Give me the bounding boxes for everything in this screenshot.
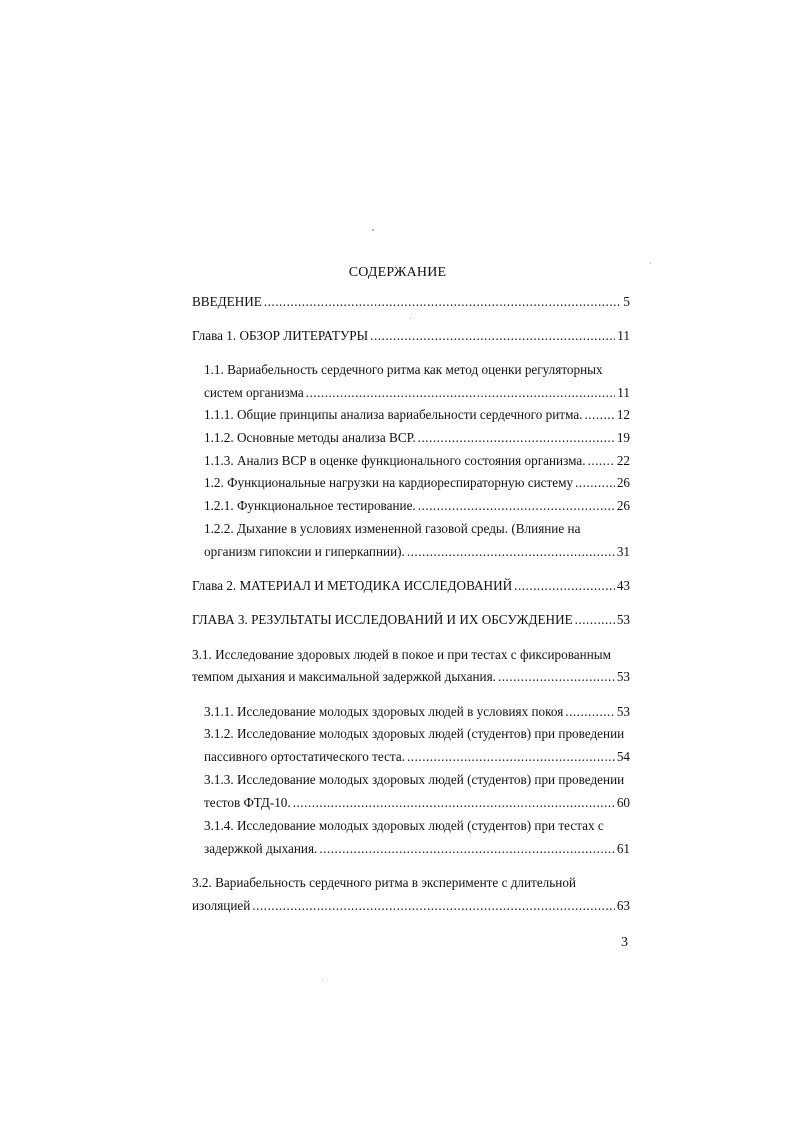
scan-speck	[410, 318, 411, 319]
toc-entry-text: 1.2.1. Функциональное тестирование.	[204, 498, 416, 513]
toc-entry-page: 54	[616, 749, 630, 764]
toc-entry-text: 1.1.3. Анализ ВСР в оценке функционального состояния организма.	[204, 453, 586, 468]
toc-entry-page: 53	[616, 612, 630, 627]
toc-leader-dots	[306, 385, 616, 401]
toc-entry-3-1-4	[204, 841, 630, 857]
toc-leader-dots	[565, 704, 615, 720]
toc-entry-text: Глава 1. ОБЗОР ЛИТЕРАТУРЫ	[192, 328, 369, 343]
toc-leader-dots	[418, 430, 615, 446]
toc-leader-dots	[418, 498, 615, 514]
toc-entry-1-1-2	[204, 430, 630, 446]
toc-entry-1-1-line1: 1.1. Вариабельность сердечного ритма как метод оценки регуляторных	[204, 362, 603, 377]
toc-leader-dots	[514, 578, 615, 594]
toc-entry-page: 5	[623, 294, 630, 309]
toc-entry-3-2	[192, 898, 630, 914]
toc-entry-3-1-3-line1: 3.1.3. Исследование молодых здоровых людей (студентов) при проведении	[204, 772, 625, 787]
toc-entry-page: 53	[616, 704, 630, 719]
toc-entry-1-1-3	[204, 453, 630, 469]
toc-entry-1-2-2-line1: 1.2.2. Дыхание в условиях измененной газовой среды. (Влияние на	[204, 521, 581, 536]
toc-entry-text: ГЛАВА 3. РЕЗУЛЬТАТЫ ИССЛЕДОВАНИЙ И ИХ ОБСУЖДЕНИЕ	[192, 612, 573, 627]
scan-speck	[322, 979, 323, 980]
toc-entry-text: тестов ФТД-10.	[204, 795, 291, 810]
toc-leader-dots	[575, 612, 615, 628]
toc-leader-dots	[252, 898, 615, 914]
toc-entry-page: 11	[617, 328, 630, 343]
toc-entry-3-1-4-line1: 3.1.4. Исследование молодых здоровых людей (студентов) при тестах с	[204, 818, 604, 833]
toc-leader-dots	[293, 795, 615, 811]
page-number: 3	[621, 935, 628, 950]
toc-entry-1-2-1	[204, 498, 630, 514]
toc-entry-page: 11	[617, 385, 630, 400]
toc-entry-3-1-2-line1: 3.1.2. Исследование молодых здоровых людей (студентов) при проведении	[204, 726, 625, 741]
toc-entry-page: 31	[616, 544, 630, 559]
toc-entry-page: 61	[616, 841, 630, 856]
toc-entry-text: 1.2. Функциональные нагрузки на кардиореспираторную систему	[204, 475, 574, 490]
toc-entry-1-2	[204, 475, 630, 491]
toc-entry-text: пассивного ортостатического теста.	[204, 749, 405, 764]
toc-entry-page: 26	[616, 498, 630, 513]
toc-leader-dots	[264, 294, 622, 310]
toc-leader-dots	[370, 328, 615, 344]
toc-entry-text: 1.1.1. Общие принципы анализа вариабельности сердечного ритма.	[204, 407, 583, 422]
toc-entry-3-1	[192, 669, 630, 685]
toc-leader-dots	[407, 544, 615, 560]
toc-leader-dots	[584, 407, 614, 423]
toc-entry-text: организм гипоксии и гиперкапнии).	[204, 544, 405, 559]
toc-entry-3-2-line1: 3.2. Вариабельность сердечного ритма в эксперименте с длительной	[192, 875, 576, 890]
toc-entry-page: 19	[616, 430, 630, 445]
toc-entry-chapter-2	[192, 578, 630, 594]
toc-entry-text: ВВЕДЕНИЕ	[192, 294, 262, 309]
toc-entry-text: 1.1.2. Основные методы анализа ВСР.	[204, 430, 416, 445]
toc-entry-page: 63	[616, 898, 630, 913]
toc-entry-3-1-1	[204, 704, 630, 720]
scan-speck	[650, 263, 651, 264]
toc-leader-dots	[498, 669, 615, 685]
toc-entry-page: 60	[616, 795, 630, 810]
toc-entry-text: Глава 2. МАТЕРИАЛ И МЕТОДИКА ИССЛЕДОВАНИЙ	[192, 578, 513, 593]
toc-leader-dots	[319, 841, 614, 857]
toc-entry-text: задержкой дыхания.	[204, 841, 318, 856]
scan-speck	[372, 229, 374, 231]
toc-entry-3-1-line1: 3.1. Исследование здоровых людей в покое и при тестах с фиксированным	[192, 647, 611, 662]
toc-entry-chapter-3	[192, 612, 630, 628]
toc-entry-page: 22	[616, 453, 630, 468]
toc-entry-1-2-2	[204, 544, 630, 560]
toc-entry-page: 12	[616, 407, 630, 422]
toc-entry-1-1-1	[204, 407, 630, 423]
toc-leader-dots	[588, 453, 615, 469]
toc-entry-text: систем организма	[204, 385, 304, 400]
toc-entry-3-1-2	[204, 749, 630, 765]
toc-leader-dots	[407, 749, 615, 765]
page-title: СОДЕРЖАНИЕ	[348, 265, 447, 280]
toc-entry-page: 26	[616, 475, 630, 490]
toc-entry-3-1-3	[204, 795, 630, 811]
toc-entry-text: 3.1.1. Исследование молодых здоровых людей в условиях покоя	[204, 704, 564, 719]
toc-entry-text: изоляцией	[192, 898, 251, 913]
toc-entry-text: темпом дыхания и максимальной задержкой дыхания.	[192, 669, 496, 684]
toc-entry-page: 43	[616, 578, 630, 593]
toc-entry-intro	[192, 294, 630, 310]
toc-leader-dots	[575, 475, 615, 491]
toc-entry-1-1	[204, 385, 630, 401]
toc-entry-chapter-1	[192, 328, 630, 344]
toc-entry-page: 53	[616, 669, 630, 684]
